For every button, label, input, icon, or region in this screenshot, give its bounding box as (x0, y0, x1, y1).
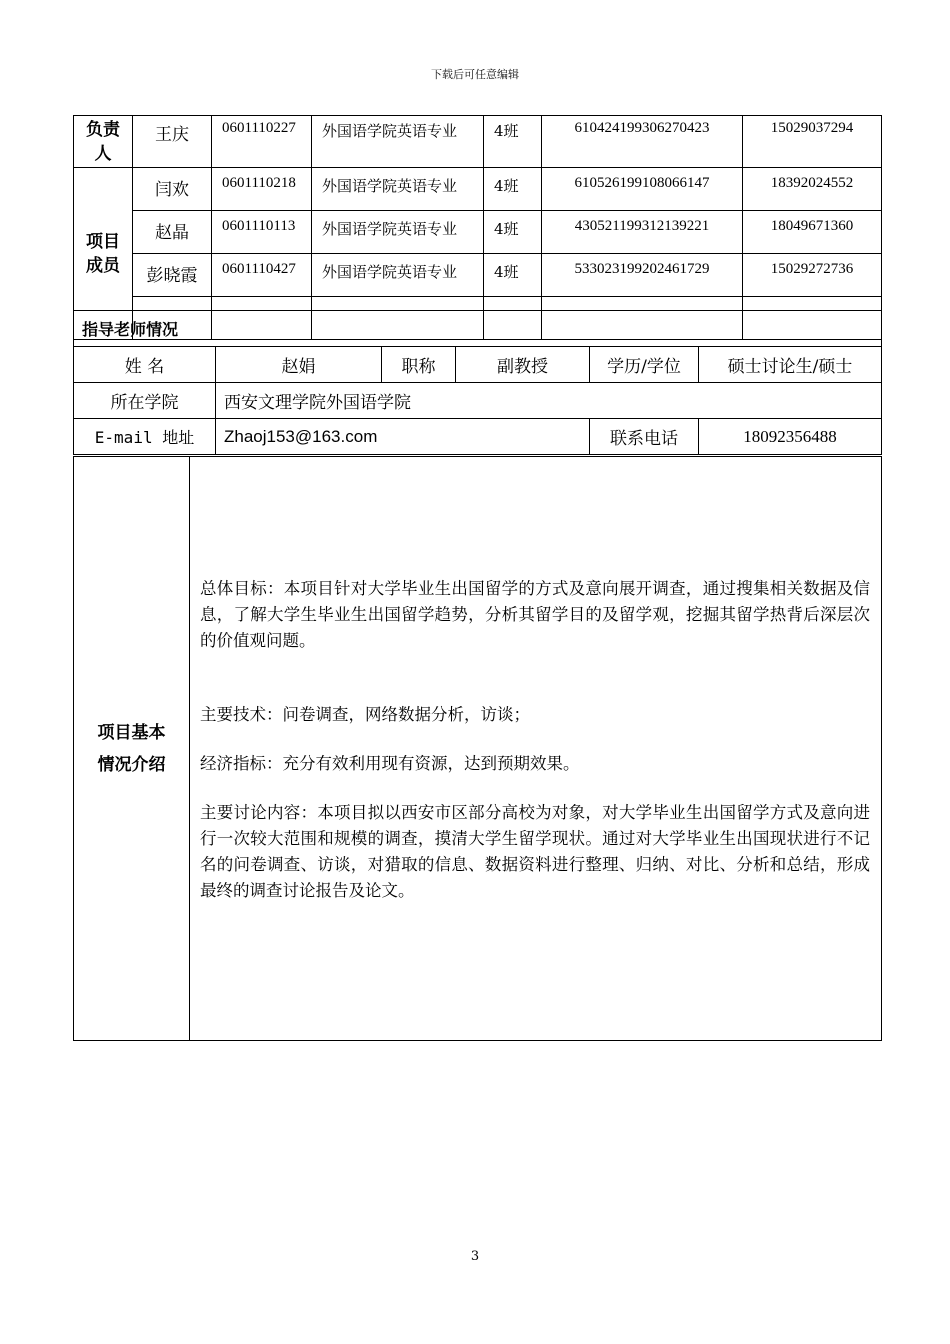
teacher-email: Zhaoj153@163.com (216, 419, 590, 455)
teacher-name: 赵娟 (216, 347, 382, 383)
member-class: 4班 (484, 254, 542, 297)
leader-idcard: 610424199306270423 (542, 116, 743, 168)
intro-tech: 主要技术：问卷调查，网络数据分析，访谈； (200, 705, 530, 724)
teacher-degree-label: 学历/学位 (590, 347, 699, 383)
member-row (74, 211, 882, 254)
intro-label (74, 457, 190, 1041)
member-id: 0601110113 (212, 211, 312, 254)
member-id: 0601110427 (212, 254, 312, 297)
intro-econ: 经济指标：充分有效利用现有资源，达到预期效果。 (200, 754, 580, 773)
member-name: 彭晓霞 (133, 254, 212, 297)
member-class: 4班 (484, 168, 542, 211)
member-name: 赵晶 (133, 211, 212, 254)
leader-major: 外国语学院英语专业 (312, 116, 484, 168)
teacher-title: 副教授 (456, 347, 590, 383)
intro-body (190, 457, 882, 1041)
member-phone: 18392024552 (743, 168, 882, 211)
teacher-phone: 18092356488 (699, 419, 882, 455)
leader-row (74, 116, 882, 168)
member-class: 4班 (484, 211, 542, 254)
teacher-college: 西安文理学院外国语学院 (216, 383, 882, 419)
intro-content: 主要讨论内容：本项目拟以西安市区部分高校为对象，对大学毕业生出国留学方式及意向进行一次较大范围和规模的调查，摸清大学生留学现状。通过对大学毕业生出国现状进行不记名的问卷调查、访谈，对猎取的信息、数据资料进行整理、归纳、对比、分析和总结，形成最终的调查讨论报告及论文。 (200, 803, 870, 900)
intro-label-text: 项目基本情况介绍 (97, 722, 166, 775)
member-idcard: 430521199312139221 (542, 211, 743, 254)
member-id: 0601110218 (212, 168, 312, 211)
intro-table (73, 456, 882, 1041)
teacher-title-label: 职称 (382, 347, 456, 383)
member-row (74, 168, 882, 211)
member-phone: 15029272736 (743, 254, 882, 297)
member-major: 外国语学院英语专业 (312, 211, 484, 254)
leader-id: 0601110227 (212, 116, 312, 168)
teacher-phone-label: 联系电话 (590, 419, 699, 455)
member-row (74, 254, 882, 297)
leader-phone: 15029037294 (743, 116, 882, 168)
teacher-table (73, 310, 882, 455)
intro-row (74, 457, 882, 1041)
member-table (73, 115, 882, 340)
teacher-degree: 硕士讨论生/硕士 (699, 347, 882, 383)
leader-label (74, 116, 133, 168)
member-major: 外国语学院英语专业 (312, 168, 484, 211)
teacher-email-label: E-mail 地址 (74, 419, 216, 455)
leader-class: 4班 (484, 116, 542, 168)
page-header: 下载后可任意编辑 (431, 68, 519, 81)
member-major: 外国语学院英语专业 (312, 254, 484, 297)
teacher-section-title: 指导老师情况 (74, 311, 882, 347)
member-name: 闫欢 (133, 168, 212, 211)
leader-name: 王庆 (133, 116, 212, 168)
teacher-college-label: 所在学院 (74, 383, 216, 419)
member-phone: 18049671360 (743, 211, 882, 254)
page-number: 3 (470, 1249, 480, 1264)
member-idcard: 533023199202461729 (542, 254, 743, 297)
intro-goal: 总体目标：本项目针对大学毕业生出国留学的方式及意向展开调查，通过搜集相关数据及信息，了解大学生毕业生出国留学趋势，分析其留学目的及留学观，挖掘其留学热背后深层次的价值观问题。 (200, 579, 870, 650)
member-idcard: 610526199108066147 (542, 168, 743, 211)
members-label-text: 项目成员 (86, 231, 120, 276)
teacher-name-label: 姓 名 (74, 347, 216, 383)
leader-label-text: 负责人 (86, 119, 120, 164)
teacher-section-row (74, 311, 882, 347)
teacher-contact-row (74, 419, 882, 455)
teacher-name-row (74, 347, 882, 383)
teacher-college-row (74, 383, 882, 419)
